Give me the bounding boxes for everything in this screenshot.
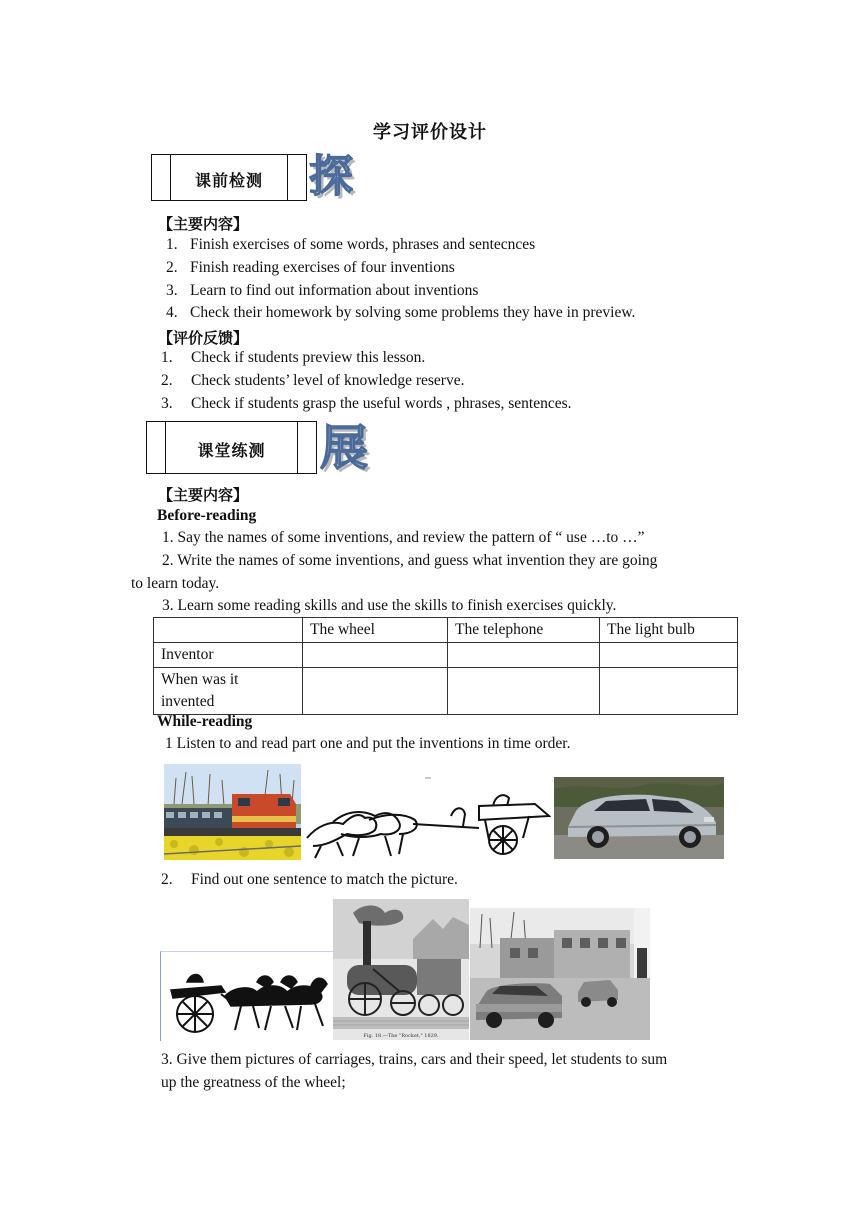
- list-number: 2.: [161, 372, 173, 389]
- main-content-heading: 【主要内容】: [158, 215, 249, 233]
- feedback-heading: 【评价反馈】: [158, 329, 249, 347]
- list-number: 1.: [166, 236, 178, 253]
- section-box-right-bar: [287, 155, 306, 200]
- table-header-cell: The telephone: [448, 618, 600, 643]
- paragraph-line: up the greatness of the wheel;: [161, 1074, 346, 1091]
- section-box-left-bar: [152, 155, 171, 200]
- list-item: 2. Write the names of some inventions, and guess what invention they are going: [162, 552, 658, 569]
- section-box-right-bar: [297, 422, 316, 473]
- table-cell: [448, 643, 600, 668]
- paragraph-line: 3. Give them pictures of carriages, trains, cars and their speed, let students to sum: [161, 1051, 668, 1068]
- list-item: 2. Find out one sentence to match the picture.: [161, 871, 458, 888]
- list-number: 3.: [161, 395, 173, 412]
- page-title: 学习评价设计: [373, 122, 487, 143]
- horse-carriage-drawing: [303, 776, 551, 860]
- suv-car-photo: [554, 777, 724, 859]
- old-cars-street-photo: [470, 908, 650, 1040]
- table-cell: [600, 643, 738, 668]
- list-item: 1. Say the names of some inventions, and review the pattern of “ use …to …”: [162, 529, 645, 546]
- section-box-left-bar: [147, 422, 166, 473]
- table-row: [154, 668, 738, 715]
- table-cell: [303, 668, 448, 715]
- section-label: 课前检测: [194, 171, 263, 190]
- table-cell: Inventor: [154, 643, 303, 668]
- list-item: 3. Check if students grasp the useful words , phrases, sentences.: [161, 395, 572, 412]
- section-box-inclass: [146, 421, 317, 474]
- list-item: 1. Finish exercises of some words, phrases and sentecnces: [166, 236, 536, 253]
- train-photo: [164, 764, 301, 860]
- rocket-locomotive-engraving: [333, 899, 469, 1040]
- list-number: 3.: [166, 282, 178, 299]
- list-item: 3. Learn some reading skills and use the skills to finish exercises quickly.: [162, 597, 617, 614]
- table-header-cell: The light bulb: [600, 618, 738, 643]
- before-reading-heading: Before-reading: [157, 507, 257, 524]
- list-item-continuation: to learn today.: [131, 575, 220, 592]
- list-item: 2. Check students’ level of knowledge reserve.: [161, 372, 465, 389]
- list-item: 3. Learn to find out information about inventions: [166, 282, 479, 299]
- wordart-show: 展: [320, 420, 369, 476]
- table-cell: [600, 668, 738, 715]
- list-item: 2. Finish reading exercises of four inventions: [166, 259, 455, 276]
- table-cell: [154, 618, 303, 643]
- list-item: 1 Listen to and read part one and put the inventions in time order.: [165, 735, 571, 752]
- engraving-caption: Fig. 18.—The "Rocket," 1829.: [363, 1033, 439, 1039]
- table-row: [154, 643, 738, 668]
- list-item: 1. Check if students preview this lesson.: [161, 349, 426, 366]
- inventions-table: [153, 617, 738, 715]
- table-header-row: [154, 618, 738, 643]
- table-cell: When was it invented: [154, 668, 303, 715]
- section-label: 课堂练测: [197, 441, 266, 460]
- table-header-cell: The wheel: [303, 618, 448, 643]
- wordart-explore: 探: [309, 151, 353, 202]
- list-number: 4.: [166, 304, 178, 321]
- while-reading-heading: While-reading: [157, 713, 253, 730]
- table-cell: [303, 643, 448, 668]
- list-number: 2.: [161, 871, 173, 888]
- list-number: 2.: [166, 259, 178, 276]
- ancient-chariot-drawing: [160, 951, 334, 1041]
- table-cell: [448, 668, 600, 715]
- section-box-preclass: [151, 154, 307, 201]
- list-number: 1.: [161, 349, 173, 366]
- main-content-heading: 【主要内容】: [158, 486, 249, 504]
- list-item: 4. Check their homework by solving some problems they have in preview.: [166, 304, 636, 321]
